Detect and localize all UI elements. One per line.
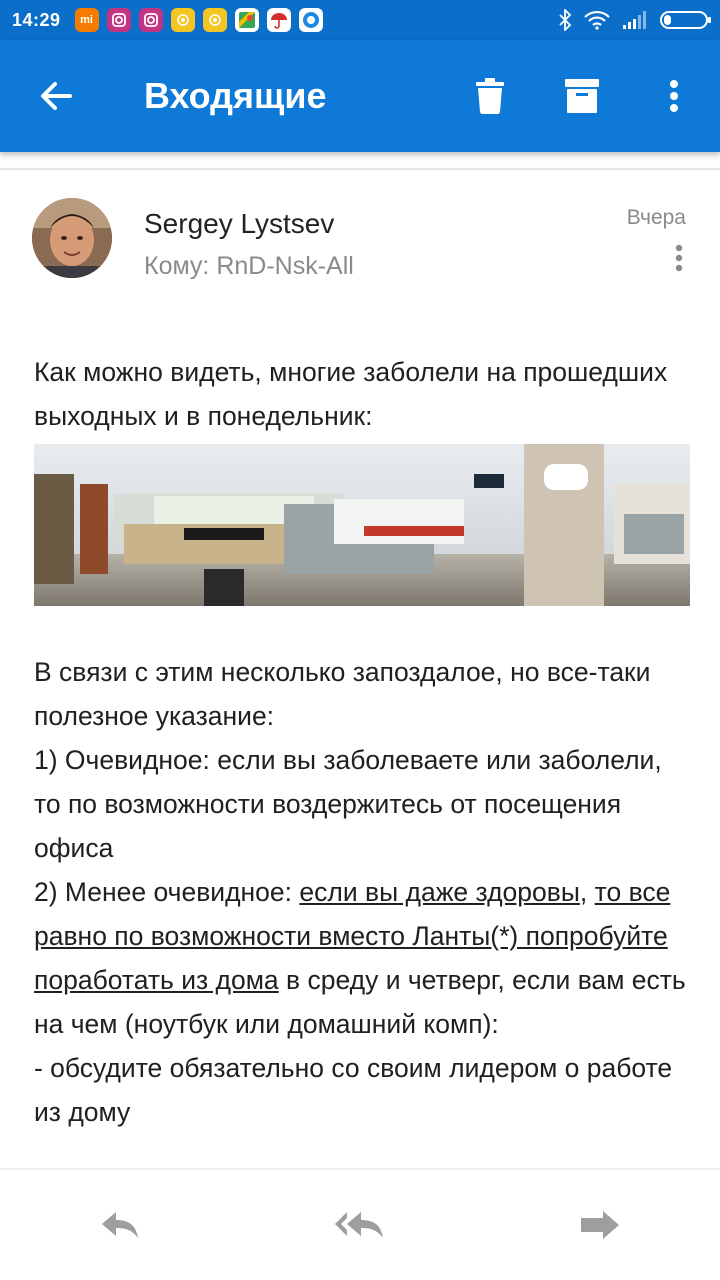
bottom-action-bar bbox=[0, 1168, 720, 1280]
forward-icon bbox=[579, 1210, 621, 1240]
battery-icon bbox=[660, 11, 708, 29]
app-icon bbox=[171, 8, 195, 32]
notification-icons bbox=[75, 8, 323, 32]
body-paragraph: - обсудите обязательно со своим лидером о работе из дому bbox=[34, 1053, 673, 1127]
instagram-icon bbox=[139, 8, 163, 32]
back-arrow-icon bbox=[38, 78, 74, 114]
office-photo[interactable] bbox=[34, 444, 690, 606]
status-right bbox=[558, 9, 708, 31]
status-time: 14:29 bbox=[12, 9, 61, 30]
app-icon bbox=[203, 8, 227, 32]
divider bbox=[0, 168, 720, 170]
app-icon bbox=[299, 8, 323, 32]
body-text: в среду и четверг, если вам есть на чем (ноутбук или домашний комп): bbox=[34, 965, 686, 1039]
mi-icon: mi bbox=[75, 8, 99, 32]
more-vert-icon bbox=[675, 244, 683, 272]
message-more-button[interactable] bbox=[664, 238, 694, 278]
maps-icon bbox=[235, 8, 259, 32]
umbrella-icon bbox=[267, 8, 291, 32]
trash-icon bbox=[475, 77, 505, 115]
message-date: Вчера bbox=[626, 206, 686, 229]
bluetooth-icon bbox=[558, 9, 572, 31]
recipients[interactable]: Кому: RnD-Nsk-All bbox=[144, 252, 354, 280]
archive-button[interactable] bbox=[536, 40, 628, 152]
forward-button[interactable] bbox=[540, 1175, 660, 1275]
body-paragraph bbox=[34, 870, 694, 1046]
reply-all-button[interactable] bbox=[300, 1175, 420, 1275]
page-title: Входящие bbox=[144, 75, 327, 116]
more-vert-icon bbox=[669, 79, 679, 113]
sender-name: Sergey Lystsev bbox=[144, 208, 335, 239]
message-body bbox=[34, 350, 694, 1134]
body-paragraph: Как можно видеть, многие заболели на прошедших выходных и в понедельник: bbox=[34, 357, 668, 431]
wifi-icon bbox=[584, 10, 610, 30]
body-paragraph: 1) Очевидное: если вы заболеваете или заболели, то по возможности воздержитесь от посещения офиса bbox=[34, 745, 662, 863]
reply-icon bbox=[100, 1210, 140, 1240]
app-bar bbox=[0, 40, 720, 152]
signal-icon bbox=[622, 10, 648, 30]
instagram-icon bbox=[107, 8, 131, 32]
body-text: , bbox=[579, 877, 595, 907]
reply-button[interactable] bbox=[60, 1175, 180, 1275]
archive-icon bbox=[564, 77, 600, 115]
avatar[interactable] bbox=[32, 198, 112, 278]
delete-button[interactable] bbox=[444, 40, 536, 152]
app-actions bbox=[444, 40, 720, 152]
back-button[interactable] bbox=[0, 40, 112, 152]
message-header bbox=[0, 190, 720, 290]
body-text: 2) Менее очевидное: bbox=[34, 877, 300, 907]
underlined-text: если вы даже здоровы bbox=[299, 877, 580, 907]
reply-all-icon bbox=[335, 1210, 385, 1240]
underlined-text: то все равно по возможности вместо Ланты(*) попробуйте поработать из дома bbox=[34, 877, 671, 995]
body-paragraph: В связи с этим несколько запоздалое, но все-таки полезное указание: bbox=[34, 657, 651, 731]
more-options-button[interactable] bbox=[628, 40, 720, 152]
status-bar bbox=[0, 0, 720, 40]
